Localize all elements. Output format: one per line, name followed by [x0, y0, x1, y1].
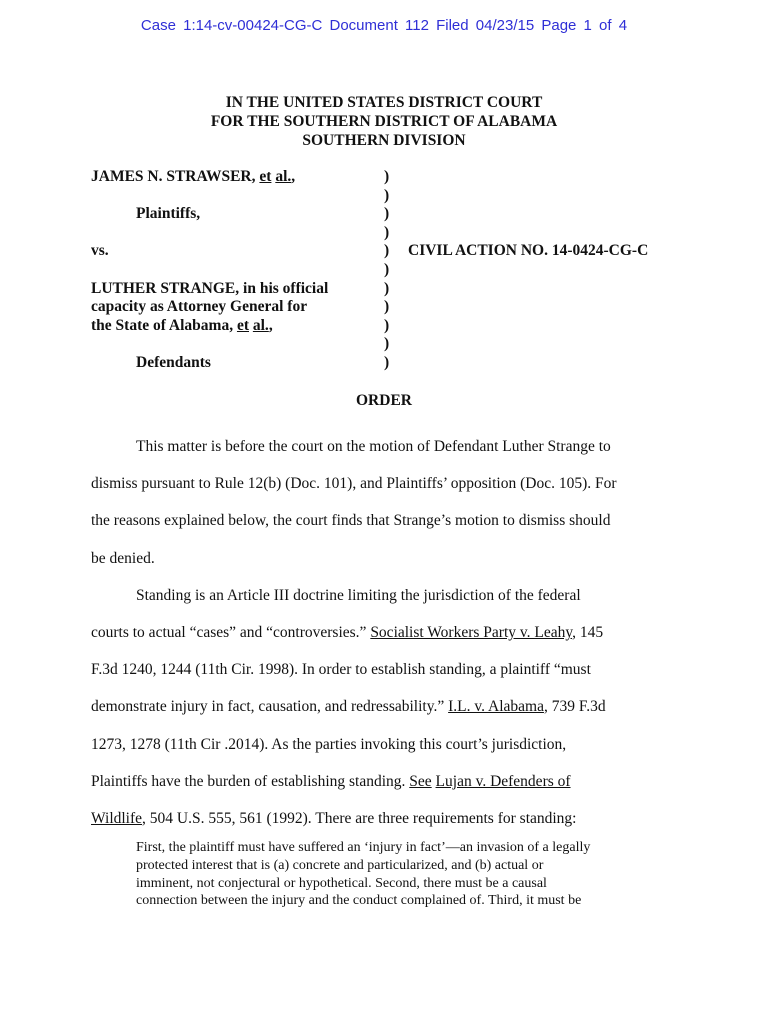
signal-see: See [409, 772, 432, 790]
et-text: et [259, 168, 272, 185]
citation-socialist-workers: Socialist Workers Party v. Leahy [370, 624, 573, 642]
comma-text: , [291, 168, 296, 185]
p2-line-2-post: , 145 [572, 624, 604, 642]
court-heading-line-1: IN THE UNITED STATES DISTRICT COURT [225, 94, 543, 111]
paragraph-2 [91, 577, 681, 837]
court-heading-line-2: FOR THE SOUTHERN DISTRICT OF ALABAMA [210, 113, 558, 130]
comma-text-2: , [268, 316, 273, 334]
paren: ) [384, 353, 390, 371]
p2-line-7-post: , 504 U.S. 555, 561 (1992). There are three requirements for standing: [142, 810, 577, 828]
p2-line-7 [91, 800, 681, 837]
court-heading [0, 93, 768, 150]
court-heading-line-3: SOUTHERN DIVISION [302, 132, 466, 149]
al-text: al. [275, 168, 292, 185]
caption-parentheses [384, 168, 389, 373]
quote-line-1: First, the plaintiff must have suffered an ‘injury in fact’—an invasion of a legally [136, 840, 591, 855]
block-quote [136, 839, 641, 910]
paren: ) [384, 186, 390, 204]
p2-line-1: Standing is an Article III doctrine limiting the jurisdiction of the federal [136, 586, 581, 604]
p2-line-4-text: demonstrate injury in fact, causation, and redressability.” [91, 698, 449, 716]
order-body [91, 428, 681, 837]
paren: ) [384, 316, 390, 334]
defendant-line-3-text: the State of Alabama, [91, 316, 237, 334]
vs-label: vs. [91, 242, 109, 260]
paren: ) [384, 279, 390, 297]
p2-line-2-text: courts to actual “cases” and “controversies.” [91, 624, 371, 642]
plaintiff-name [91, 168, 381, 187]
quote-line-4: connection between the injury and the conduct complained of. Third, it must be [136, 893, 582, 909]
order-title: ORDER [356, 392, 412, 409]
paragraph-1 [91, 428, 681, 577]
paren: ) [384, 223, 390, 241]
citation-lujan: Lujan v. Defenders of [435, 772, 571, 790]
p2-line-6 [91, 763, 681, 800]
defendant-line-2: capacity as Attorney General for [91, 298, 308, 316]
plaintiffs-label: Plaintiffs, [136, 205, 201, 223]
p2-line-2 [91, 614, 681, 651]
civil-action-number: CIVIL ACTION NO. 14-0424-CG-C [408, 242, 649, 259]
p1-line-1: This matter is before the court on the motion of Defendant Luther Strange to [136, 438, 611, 455]
paren: ) [384, 168, 390, 185]
filing-stamp: Case 1:14-cv-00424-CG-C Document 112 Filed 04/23/15 Page 1 of 4 [140, 17, 628, 34]
et-text-2: et [236, 316, 249, 334]
citation-il-v-alabama: I.L. v. Alabama [448, 698, 544, 716]
al-text-2: al. [252, 316, 269, 334]
caption-parties [91, 168, 381, 373]
quote-line-3: imminent, not conjectural or hypothetical. Second, there must be a causal [136, 875, 547, 891]
p2-line-5: 1273, 1278 (11th Cir .2014). As the parties invoking this court’s jurisdiction, [91, 735, 567, 753]
p2-line-6-text: Plaintiffs have the burden of establishing standing. [91, 772, 410, 790]
p1-line-2: dismiss pursuant to Rule 12(b) (Doc. 101), and Plaintiffs’ opposition (Doc. 105). For [91, 475, 617, 493]
defendant-line-3 [91, 317, 381, 336]
paren: ) [384, 260, 390, 278]
paren: ) [384, 205, 390, 223]
paren: ) [384, 335, 390, 353]
p1-line-3: the reasons explained below, the court finds that Strange’s motion to dismiss should [91, 512, 611, 530]
paren: ) [384, 242, 390, 260]
p2-line-4-post: , 739 F.3d [543, 698, 606, 716]
quote-line-2: protected interest that is (a) concrete and particularized, and (b) actual or [136, 857, 544, 873]
defendants-label: Defendants [136, 353, 211, 371]
citation-wildlife: Wildlife [91, 810, 143, 828]
p1-line-4: be denied. [91, 549, 155, 567]
p2-line-3: F.3d 1240, 1244 (11th Cir. 1998). In order to establish standing, a plaintiff “must [91, 661, 591, 679]
paren: ) [384, 298, 390, 316]
plaintiff-name-text: JAMES N. STRAWSER, [91, 168, 260, 185]
defendant-line-1: LUTHER STRANGE, in his official [91, 279, 329, 297]
p2-line-4 [91, 688, 681, 725]
